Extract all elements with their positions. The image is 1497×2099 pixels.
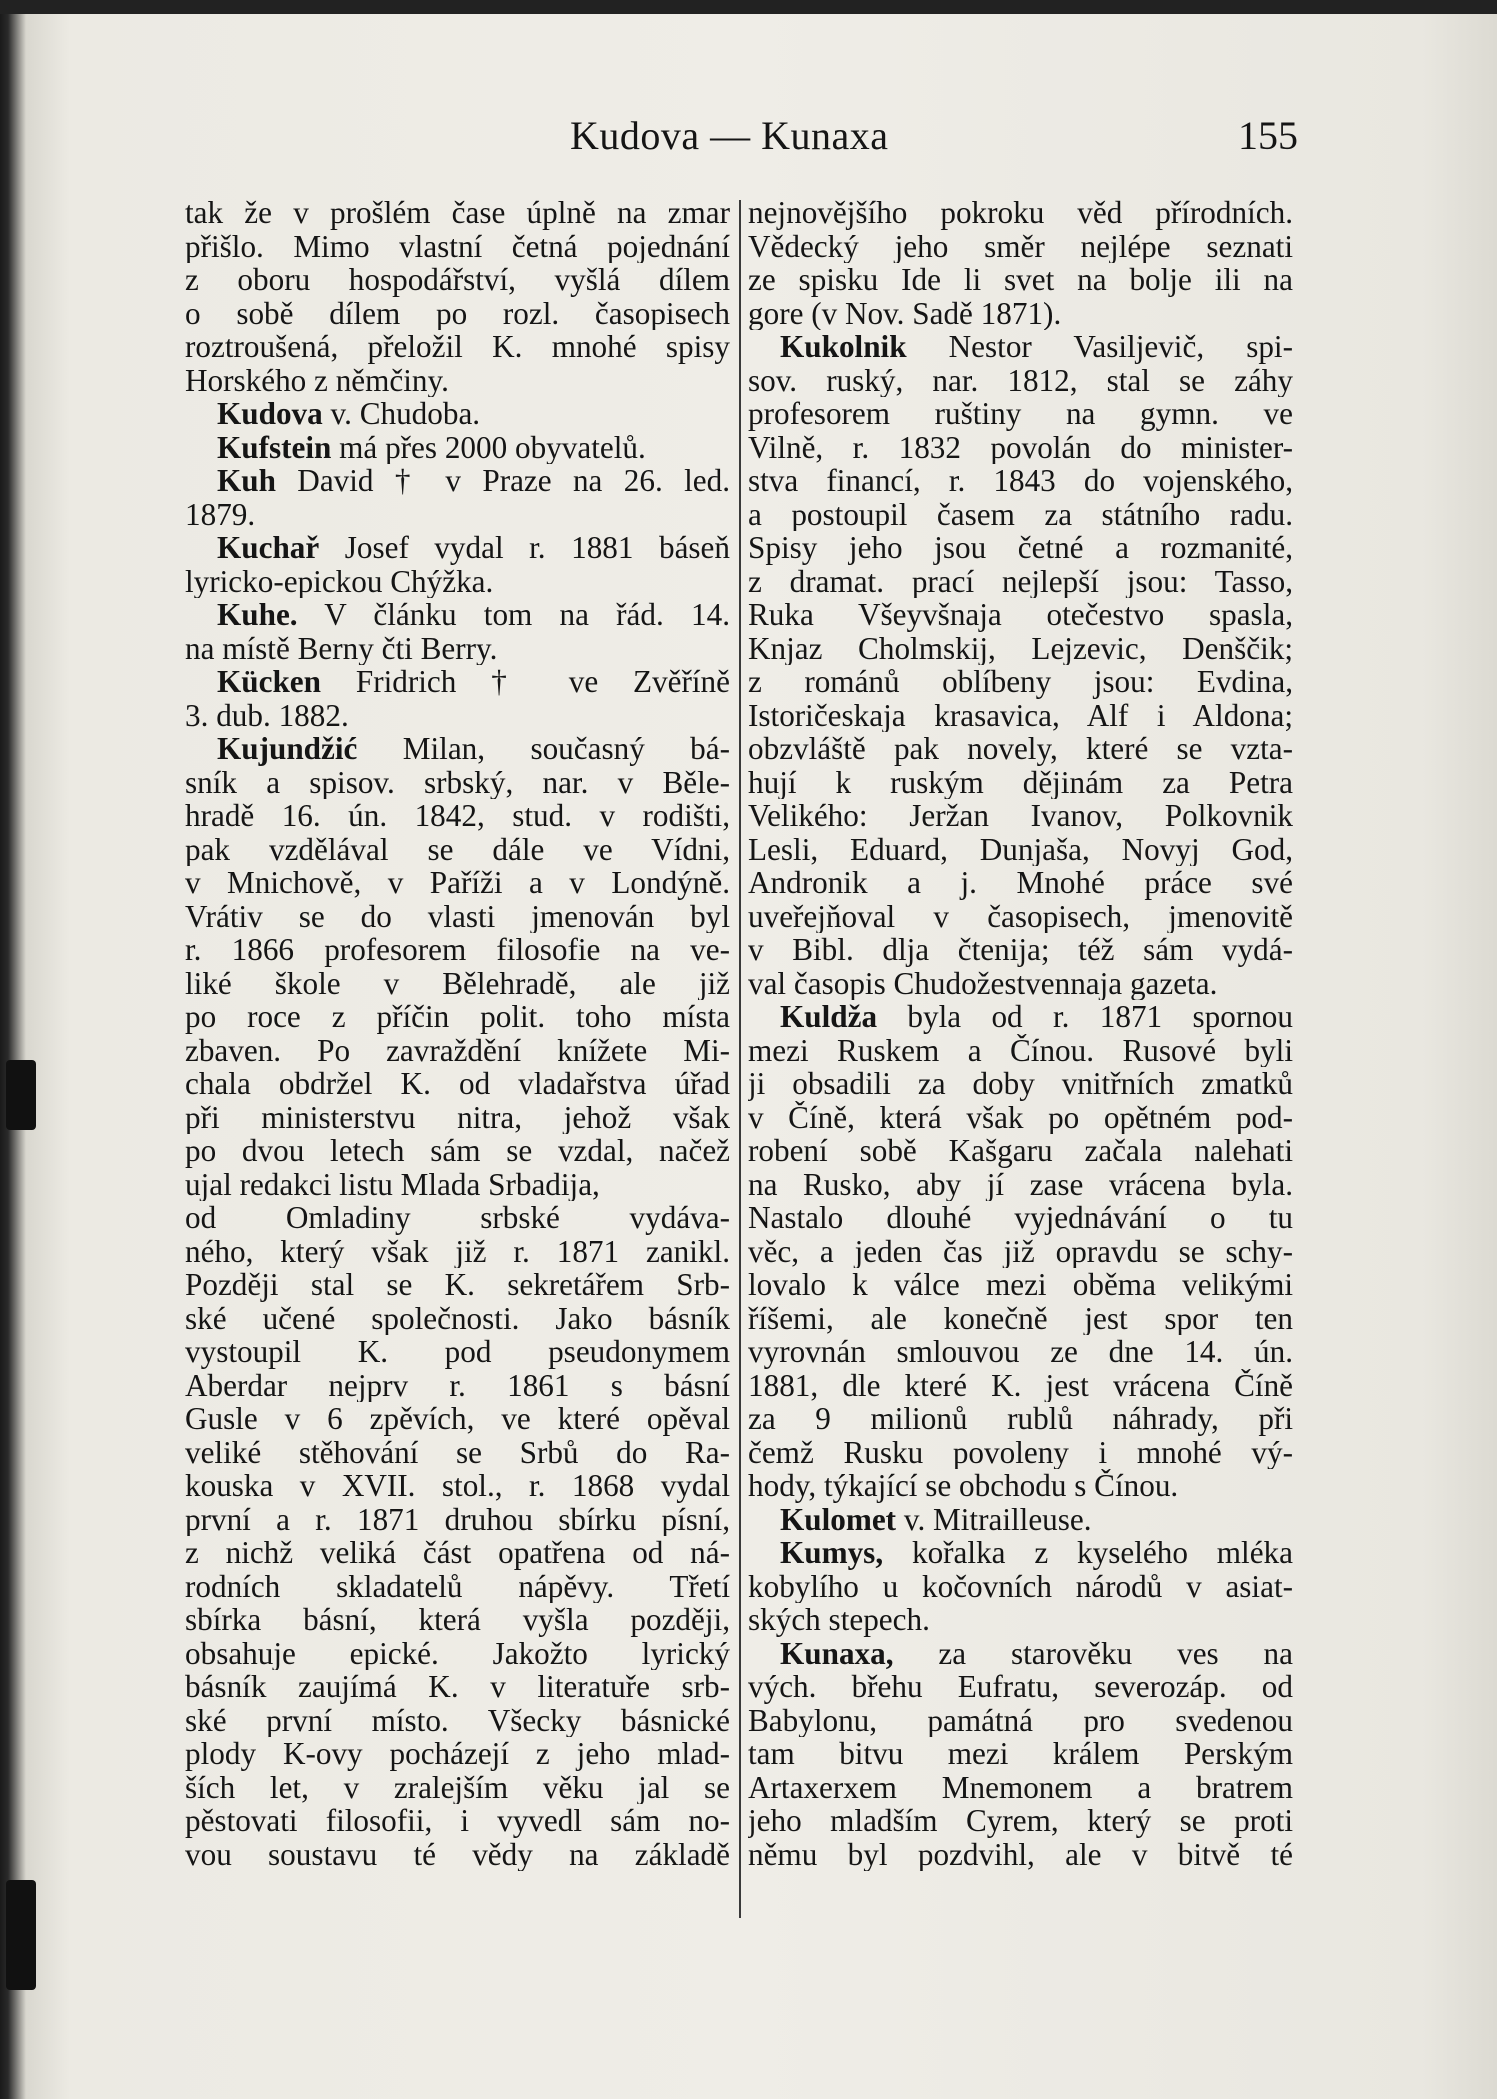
text-line: po dvou letech sám se vzdal, načež: [185, 1134, 730, 1168]
text-line: stva financí, r. 1843 do vojenského,: [748, 464, 1293, 498]
text-line: Vilně, r. 1832 povolán do minister-: [748, 430, 1293, 464]
text-line: v Číně, která však po opětném pod-: [748, 1100, 1293, 1134]
text-line: Kumys, kořalka z kyselého mléka: [780, 1536, 1293, 1570]
headword: Kudova: [217, 397, 323, 431]
text-line: sov. ruský, nar. 1812, stal se záhy: [748, 363, 1293, 397]
text-line: v Mnichově, v Paříži a v Londýně.: [185, 866, 730, 900]
scan-top-edge: [0, 0, 1497, 14]
text-line: Kunaxa, za starověku ves na: [780, 1636, 1293, 1670]
text-line: lyricko-epickou Chýžka.: [185, 564, 494, 598]
running-header: [0, 112, 1497, 162]
text-line: lovalo k válce mezi oběma velikými: [748, 1268, 1293, 1302]
headword: Kuhe.: [217, 598, 298, 632]
text-line: Aberdar nejprv r. 1861 s básní: [185, 1368, 730, 1402]
binding-mark: [6, 1060, 36, 1130]
text-line: v Bibl. dlja čtenija; též sám vydá-: [748, 933, 1293, 967]
text-line: Kujundžić Milan, současný bá-: [217, 732, 730, 766]
text-line: ské první místo. Všecky básnické: [185, 1703, 730, 1737]
text-line: vou soustavu té vědy na základě: [185, 1837, 730, 1871]
text-line: Kuchař Josef vydal r. 1881 báseň: [217, 531, 730, 565]
text-line: ších let, v zralejším věku jal se: [185, 1770, 730, 1804]
text-line: ské učené společnosti. Jako básník: [185, 1301, 730, 1335]
headword: Kuh: [217, 464, 276, 498]
text-line: říšemi, ale konečně jest spor ten: [748, 1301, 1293, 1335]
text-line: Později stal se K. sekretářem Srb-: [185, 1268, 730, 1302]
headword: Kunaxa,: [780, 1636, 894, 1670]
text-line: chala obdržel K. od vladařstva úřad: [185, 1067, 730, 1101]
headword: Kujundžić: [217, 732, 358, 766]
text-line: od Omladiny srbské vydáva-: [185, 1201, 730, 1235]
text-line: z románů oblíbeny jsou: Evdina,: [748, 665, 1293, 699]
text-line: val časopis Chudožestvennaja gazeta.: [748, 966, 1218, 1000]
text-line: zbaven. Po zavraždění knížete Mi-: [185, 1033, 730, 1067]
text-line: ujal redakci listu Mlada Srbadija,: [185, 1167, 600, 1201]
text-line: nejnovějšího pokroku věd přírodních.: [748, 196, 1293, 230]
text-line: o sobě dílem po rozl. časopisech: [185, 296, 730, 330]
headword: Kuldža: [780, 1000, 878, 1034]
text-line: r. 1866 profesorem filosofie na ve-: [185, 933, 730, 967]
text-line: liké škole v Bělehradě, ale již: [185, 966, 730, 1000]
text-line: pak vzdělával se dále ve Vídni,: [185, 832, 730, 866]
text-line: pěstovati filosofii, i vyvedl sám no-: [185, 1804, 730, 1838]
text-line: Vědecký jeho směr nejlépe seznati: [748, 229, 1293, 263]
text-line: tam bitvu mezi králem Perským: [748, 1737, 1293, 1771]
text-line: mezi Ruskem a Čínou. Rusové byli: [748, 1033, 1293, 1067]
text-line: Kukolnik Nestor Vasiljevič, spi-: [780, 330, 1293, 364]
headword: Kumys,: [780, 1536, 884, 1570]
text-line: Kuldža byla od r. 1871 spornou: [780, 1000, 1293, 1034]
headword: Kuchař: [217, 531, 320, 565]
text-line: gore (v Nov. Sadě 1871).: [748, 296, 1062, 330]
text-line: ji obsadili za doby vnitřních zmatků: [748, 1067, 1293, 1101]
text-line: kouska v XVII. stol., r. 1868 vydal: [185, 1469, 730, 1503]
text-line: čemž Rusku povoleny i mnohé vý-: [748, 1435, 1293, 1469]
text-line: Kulomet v. Mitrailleuse.: [780, 1502, 1092, 1536]
text-line: profesorem ruštiny na gymn. ve: [748, 397, 1293, 431]
text-line: první a r. 1871 druhou sbírku písní,: [185, 1502, 730, 1536]
text-line: při ministerstvu nitra, jehož však: [185, 1100, 730, 1134]
headword: Kufstein: [217, 430, 332, 464]
text-line: věc, a jeden čas již opravdu se schy-: [748, 1234, 1293, 1268]
text-line: po roce z příčin polit. toho místa: [185, 1000, 730, 1034]
text-line: a postoupil časem za státního radu.: [748, 497, 1293, 531]
text-line: plody K-ovy pocházejí z jeho mlad-: [185, 1737, 730, 1771]
text-line: Horského z němčiny.: [185, 363, 449, 397]
text-line: jeho mladším Cyrem, který se proti: [748, 1804, 1293, 1838]
text-line: tak že v prošlém čase úplně na zmar: [185, 196, 730, 230]
column-divider: [739, 200, 741, 1918]
text-line: Kudova v. Chudoba.: [217, 397, 481, 431]
running-title: Kudova — Kunaxa: [570, 113, 889, 158]
text-line: na Rusko, aby jí zase vrácena byla.: [748, 1167, 1293, 1201]
text-line: Spisy jeho jsou četné a rozmanité,: [748, 531, 1293, 565]
text-line: kobylího u kočovních národů v asiat-: [748, 1569, 1293, 1603]
text-line: obsahuje epické. Jakožto lyrický: [185, 1636, 730, 1670]
text-line: z nichž veliká část opatřena od ná-: [185, 1536, 730, 1570]
text-line: Kuh David † v Praze na 26. led.: [217, 464, 730, 498]
right-column: [748, 196, 1293, 1871]
text-line: Babylonu, památná pro svedenou: [748, 1703, 1293, 1737]
headword: Kukolnik: [780, 330, 907, 364]
text-line: ských stepech.: [748, 1603, 930, 1637]
text-line: Ruka Všeyvšnaja otečestvo spasla,: [748, 598, 1293, 632]
text-line: němu byl pozdvihl, ale v bitvě té: [748, 1837, 1293, 1871]
text-line: veliké stěhování se Srbů do Ra-: [185, 1435, 730, 1469]
text-line: přišlo. Mimo vlastní četná pojednání: [185, 229, 730, 263]
text-line: Knjaz Cholmskij, Lejzevic, Denščik;: [748, 631, 1293, 665]
text-line: Lesli, Eduard, Dunjaša, Novyj God,: [748, 832, 1293, 866]
text-line: rodních skladatelů nápěvy. Třetí: [185, 1569, 730, 1603]
text-line: 1881, dle které K. jest vrácena Číně: [748, 1368, 1293, 1402]
text-line: ného, který však již r. 1871 zanikl.: [185, 1234, 730, 1268]
text-line: hují k ruským dějinám za Petra: [748, 765, 1293, 799]
text-line: z dramat. prací nejlepší jsou: Tasso,: [748, 564, 1293, 598]
text-line: vyrovnán smlouvou ze dne 14. ún.: [748, 1335, 1293, 1369]
text-line: 3. dub. 1882.: [185, 698, 349, 732]
text-line: za 9 milionů rublů náhrady, při: [748, 1402, 1293, 1436]
text-line: Vrátiv se do vlasti jmenován byl: [185, 899, 730, 933]
left-column: [185, 196, 730, 1871]
text-line: vystoupil K. pod pseudonymem: [185, 1335, 730, 1369]
text-line: básník zaujímá K. v literatuře srb-: [185, 1670, 730, 1704]
text-line: vých. břehu Eufratu, severozáp. od: [748, 1670, 1293, 1704]
text-line: na místě Berny čti Berry.: [185, 631, 498, 665]
text-line: Kuhe. V článku tom na řád. 14.: [217, 598, 730, 632]
text-line: robení sobě Kašgaru začala nalehati: [748, 1134, 1293, 1168]
text-line: hody, týkající se obchodu s Čínou.: [748, 1469, 1179, 1503]
text-line: ze spisku Ide li svet na bolje ili na: [748, 263, 1293, 297]
text-line: z oboru hospodářství, vyšlá dílem: [185, 263, 730, 297]
text-line: 1879.: [185, 497, 256, 531]
text-line: Velikého: Jeržan Ivanov, Polkovnik: [748, 799, 1293, 833]
text-line: obzvláště pak novely, které se vzta-: [748, 732, 1293, 766]
text-line: Andronik a j. Mnohé práce své: [748, 866, 1293, 900]
text-line: roztroušená, přeložil K. mnohé spisy: [185, 330, 730, 364]
headword: Kücken: [217, 665, 321, 699]
headword: Kulomet: [780, 1502, 897, 1536]
text-line: sník a spisov. srbský, nar. v Běle-: [185, 765, 730, 799]
binding-mark: [6, 1880, 36, 1990]
text-line: sbírka básní, která vyšla později,: [185, 1603, 730, 1637]
text-line: Kücken Fridrich † ve Zvěříně: [217, 665, 730, 699]
text-line: Artaxerxem Mnemonem a bratrem: [748, 1770, 1293, 1804]
text-line: hradě 16. ún. 1842, stud. v rodišti,: [185, 799, 730, 833]
page-number: 155: [1238, 113, 1298, 158]
text-line: Gusle v 6 zpěvích, ve které opěval: [185, 1402, 730, 1436]
text-line: Istoričeskaja krasavica, Alf i Aldona;: [748, 698, 1293, 732]
text-line: Nastalo dlouhé vyjednávání o tu: [748, 1201, 1293, 1235]
text-line: uveřejňoval v časopisech, jmenovitě: [748, 899, 1293, 933]
text-line: Kufstein má přes 2000 obyvatelů.: [217, 430, 646, 464]
